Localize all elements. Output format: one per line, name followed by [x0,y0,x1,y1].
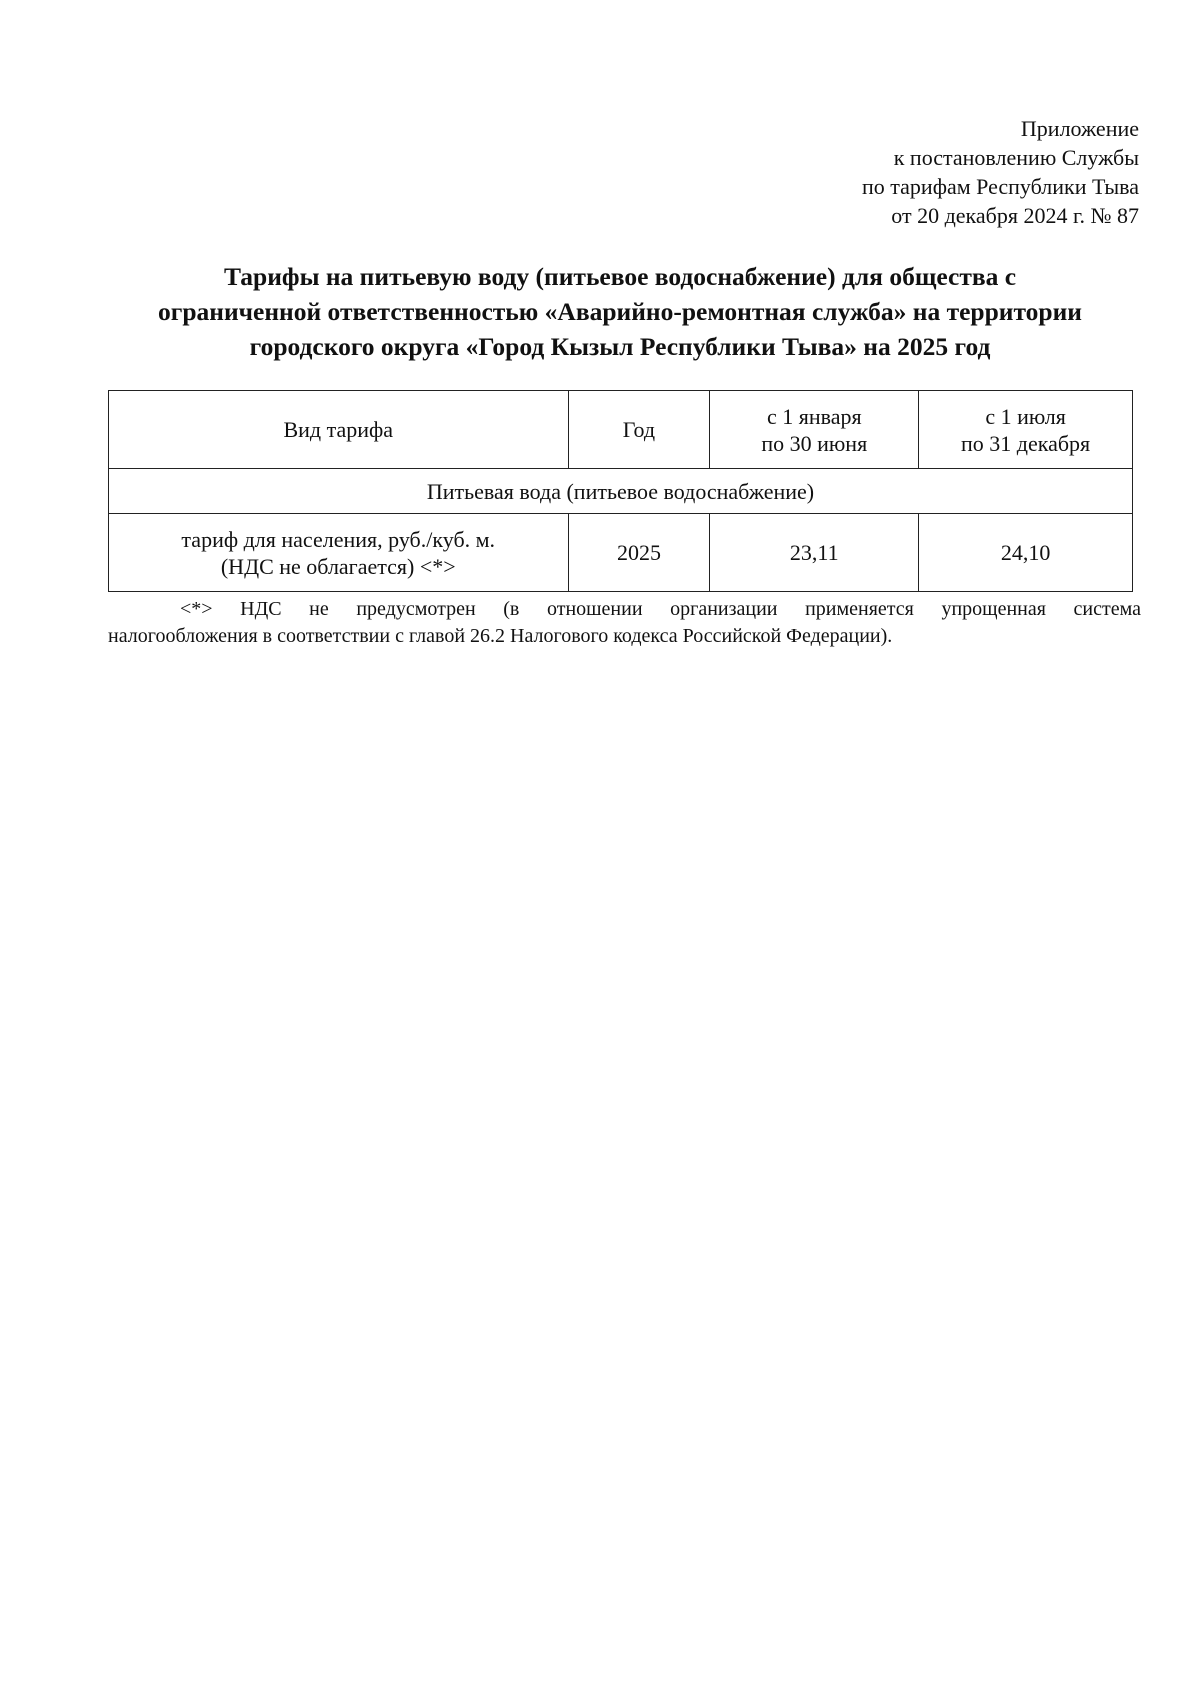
row-label [109,514,569,592]
header-year: Год [568,391,710,469]
row-year: 2025 [568,514,710,592]
document-title [100,259,1140,364]
appendix-line: к постановлению Службы [893,145,1139,170]
footnote [108,596,1141,650]
row-period-2-value: 24,10 [919,514,1133,592]
tariff-table [108,390,1133,592]
table-section-row [109,469,1133,514]
row-label-line: тариф для населения, руб./куб. м. [181,526,496,552]
appendix-reference [862,114,1139,230]
title-line: ограниченной ответственностью «Аварийно-ремонтная служба» на территории [157,297,1082,326]
section-label: Питьевая вода (питьевое водоснабжение) [109,469,1133,514]
footnote-line: налогообложения в соответствии с главой 26.2 Налогового кодекса Российской Федерации). [108,625,893,647]
header-period-1 [710,391,919,469]
header-tariff-type: Вид тарифа [109,391,569,469]
header-period-1-line: с 1 января [766,403,862,429]
header-period-1-line: по 30 июня [761,430,868,456]
row-period-1-value: 23,11 [710,514,919,592]
footnote-line: <*> НДС не предусмотрен (в отношении организации применяется упрощенная система [180,598,1141,620]
appendix-line: по тарифам Республики Тыва [862,174,1139,199]
row-label-line: (НДС не облагается) <*> [220,553,456,579]
appendix-line: Приложение [1020,116,1139,141]
title-line: Тарифы на питьевую воду (питьевое водоснабжение) для общества с [223,262,1017,291]
table-row [109,514,1133,592]
table-header-row [109,391,1133,469]
title-line: городского округа «Город Кызыл Республики Тыва» на 2025 год [249,332,991,361]
appendix-line: от 20 декабря 2024 г. № 87 [891,203,1139,228]
header-period-2-line: по 31 декабря [961,430,1091,456]
header-period-2-line: с 1 июля [985,403,1066,429]
header-period-2 [919,391,1133,469]
